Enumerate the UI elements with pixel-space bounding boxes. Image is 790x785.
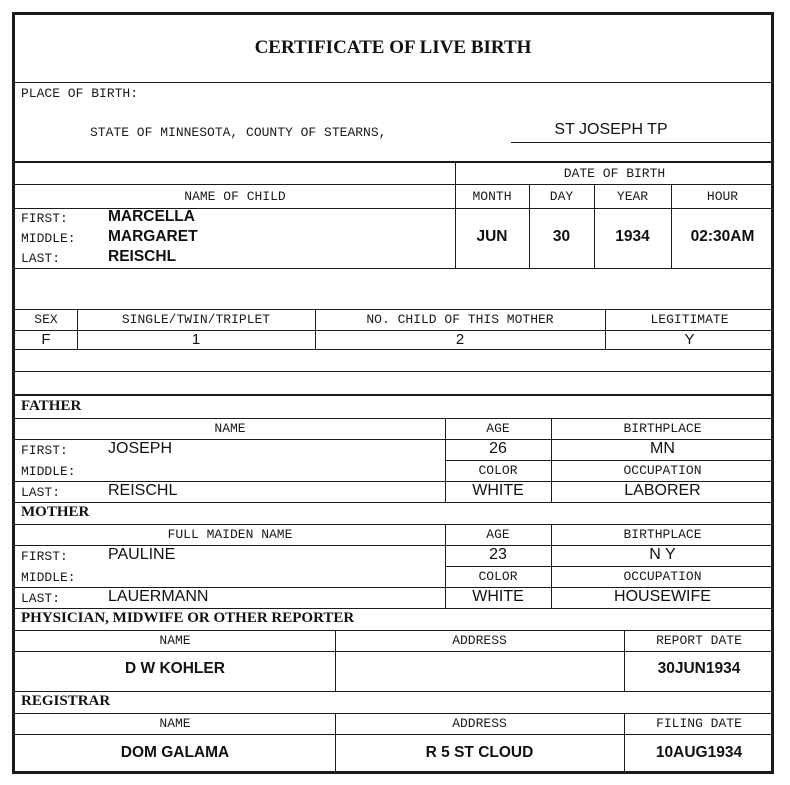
father-birthplace-label: BIRTHPLACE: [623, 421, 702, 436]
father-age: 26: [489, 440, 507, 457]
mother-first-label: FIRST:: [21, 549, 68, 564]
mother-last-name: LAUERMANN: [108, 588, 209, 605]
physician-name: D W KOHLER: [125, 660, 225, 677]
divider: [445, 566, 771, 567]
divider: [15, 184, 771, 185]
child-number-value: 2: [455, 331, 465, 348]
father-name-header: NAME: [214, 421, 246, 436]
mother-age: 23: [489, 546, 507, 563]
legitimate-label: LEGITIMATE: [650, 312, 729, 327]
father-color-label: COLOR: [478, 463, 518, 478]
father-first-label: FIRST:: [21, 443, 68, 458]
divider: [15, 651, 771, 652]
legitimate-value: Y: [684, 331, 695, 348]
place-of-birth-label: PLACE OF BIRTH:: [21, 86, 139, 101]
divider: [445, 460, 771, 461]
sex-label: SEX: [34, 312, 58, 327]
physician-address-label: ADDRESS: [452, 633, 507, 648]
year-label: YEAR: [616, 189, 649, 204]
certificate-title: CERTIFICATE OF LIVE BIRTH: [254, 37, 532, 58]
divider: [15, 268, 771, 269]
father-last-name: REISCHL: [108, 482, 178, 499]
birth-day: 30: [552, 228, 571, 245]
divider: [15, 82, 771, 83]
birth-year: 1934: [615, 228, 650, 245]
plurality-label: SINGLE/TWIN/TRIPLET: [121, 312, 271, 327]
divider: [15, 161, 771, 163]
physician-name-label: NAME: [159, 633, 191, 648]
state-county-text: STATE OF MINNESOTA, COUNTY OF STEARNS,: [90, 125, 387, 140]
mother-section-title: MOTHER: [21, 504, 90, 520]
father-birthplace: MN: [650, 440, 675, 457]
mother-age-label: AGE: [486, 527, 510, 542]
registrar-address: R 5 ST CLOUD: [425, 744, 534, 761]
report-date: 30JUN1934: [657, 660, 741, 677]
mother-middle-label: MIDDLE:: [21, 570, 76, 585]
divider: [15, 418, 771, 419]
registrar-name-label: NAME: [159, 716, 191, 731]
mother-birthplace-label: BIRTHPLACE: [623, 527, 702, 542]
divider: [15, 691, 771, 692]
registrar-name: DOM GALAMA: [120, 744, 230, 761]
birth-certificate: [12, 12, 774, 774]
month-label: MONTH: [472, 189, 512, 204]
township-value: ST JOSEPH TP: [554, 121, 668, 138]
mother-name-header: FULL MAIDEN NAME: [167, 527, 293, 542]
father-occupation: LABORER: [624, 482, 701, 499]
mother-birthplace: N Y: [649, 546, 676, 563]
filing-date: 10AUG1934: [655, 744, 743, 761]
physician-section-title: PHYSICIAN, MIDWIFE OR OTHER REPORTER: [21, 610, 355, 626]
child-middle-label: MIDDLE:: [21, 231, 76, 246]
child-middle-name: MARGARET: [108, 228, 198, 245]
mother-first-name: PAULINE: [108, 546, 176, 563]
father-first-name: JOSEPH: [108, 440, 173, 457]
child-last-name: REISCHL: [108, 248, 177, 265]
divider: [15, 309, 771, 310]
registrar-address-label: ADDRESS: [452, 716, 507, 731]
birth-month: JUN: [476, 228, 508, 245]
child-number-label: NO. CHILD OF THIS MOTHER: [366, 312, 554, 327]
filing-date-label: FILING DATE: [656, 716, 742, 731]
birth-hour: 02:30AM: [690, 228, 755, 245]
father-age-label: AGE: [486, 421, 510, 436]
divider: [15, 608, 771, 609]
mother-occupation-label: OCCUPATION: [623, 569, 702, 584]
sex-value: F: [41, 331, 51, 348]
mother-occupation: HOUSEWIFE: [614, 588, 711, 605]
divider: [15, 502, 771, 503]
father-middle-label: MIDDLE:: [21, 464, 76, 479]
child-last-label: LAST:: [21, 251, 61, 266]
hour-label: HOUR: [706, 189, 739, 204]
father-occupation-label: OCCUPATION: [623, 463, 702, 478]
mother-color-label: COLOR: [478, 569, 518, 584]
date-of-birth-header: DATE OF BIRTH: [563, 166, 666, 181]
divider: [15, 734, 771, 735]
registrar-section-title: REGISTRAR: [21, 693, 111, 709]
name-of-child-header: NAME OF CHILD: [184, 189, 286, 204]
divider: [15, 524, 771, 525]
father-last-label: LAST:: [21, 485, 61, 500]
plurality-value: 1: [191, 331, 201, 348]
divider: [15, 630, 771, 631]
township-underline: [511, 142, 773, 143]
divider: [15, 713, 771, 714]
mother-color: WHITE: [472, 588, 524, 605]
divider: [15, 371, 771, 372]
day-label: DAY: [549, 189, 574, 204]
child-first-label: FIRST:: [21, 211, 68, 226]
divider: [15, 394, 771, 396]
child-first-name: MARCELLA: [108, 208, 195, 225]
mother-last-label: LAST:: [21, 591, 61, 606]
report-date-label: REPORT DATE: [656, 633, 742, 648]
father-section-title: FATHER: [21, 398, 82, 414]
father-color: WHITE: [472, 482, 524, 499]
divider: [15, 349, 771, 350]
